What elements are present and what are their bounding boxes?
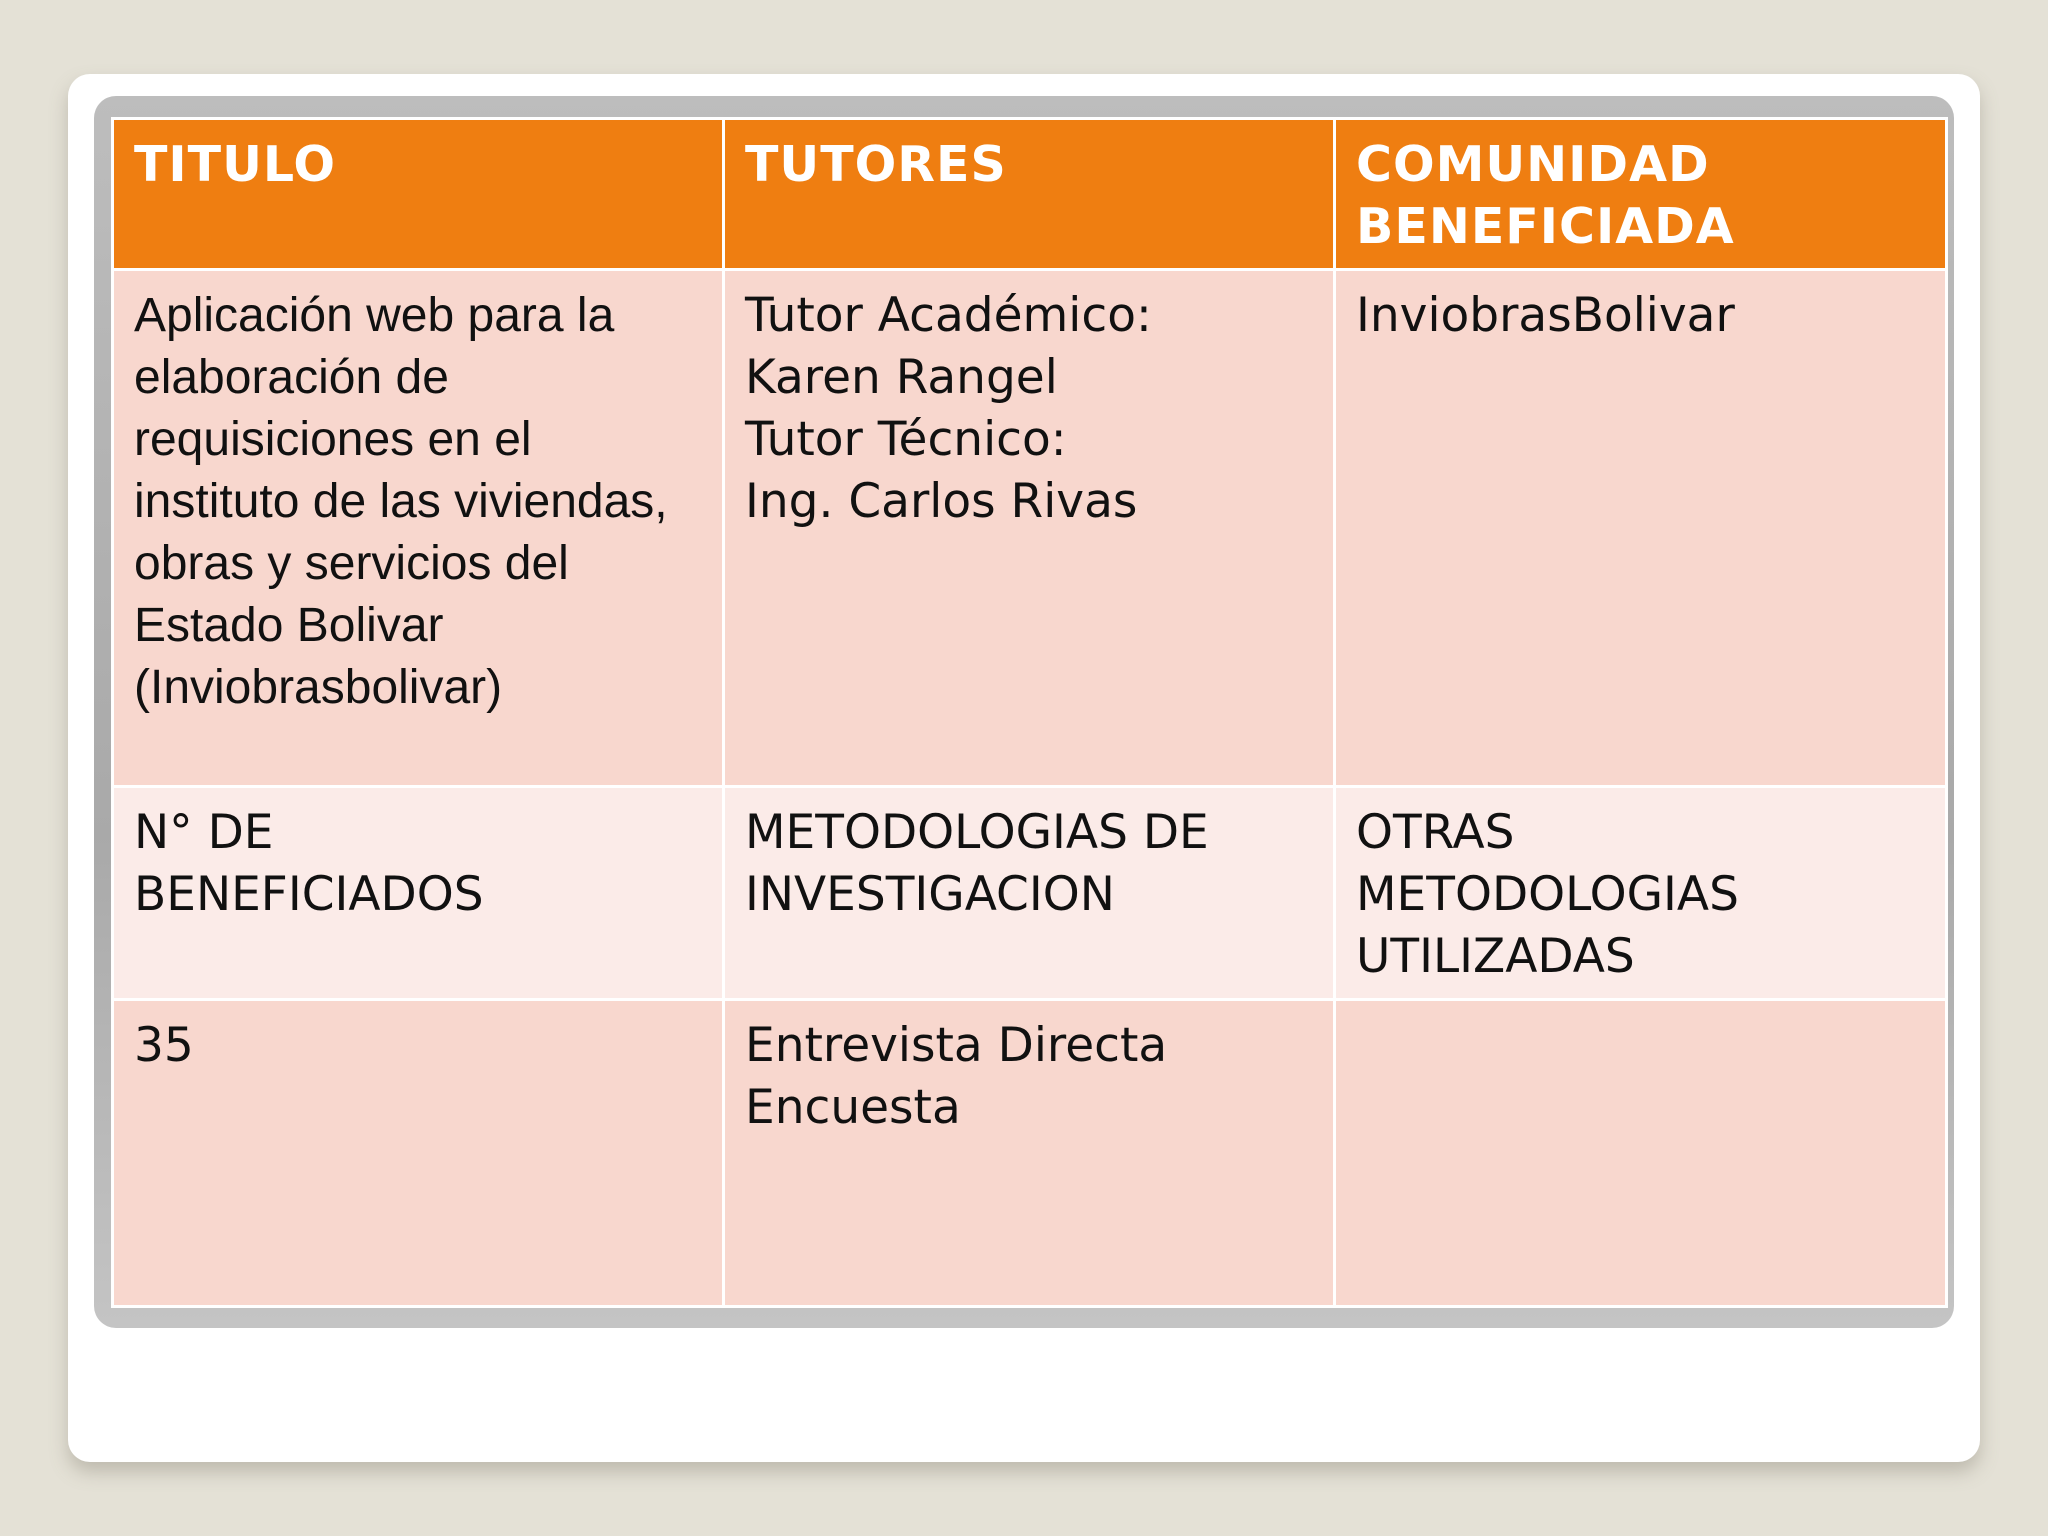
cell-otras-metodologias-value xyxy=(1335,1000,1947,1307)
cell-otras-metodologias-label: OTRAS METODOLOGIAS UTILIZADAS xyxy=(1335,787,1947,1000)
cell-metodologias-label: METODOLOGIAS DE INVESTIGACION xyxy=(724,787,1335,1000)
cell-tutores: Tutor Académico: Karen Rangel Tutor Técnico: Ing. Carlos Rivas xyxy=(724,270,1335,787)
cell-beneficiados-label: N° DE BENEFICIADOS xyxy=(113,787,724,1000)
info-table-container xyxy=(111,117,1945,1308)
cell-comunidad: InviobrasBolivar xyxy=(1335,270,1947,787)
table-row xyxy=(113,270,1947,787)
header-titulo: TITULO xyxy=(113,119,724,270)
header-tutores: TUTORES xyxy=(724,119,1335,270)
cell-beneficiados-value: 35 xyxy=(113,1000,724,1307)
info-table xyxy=(111,117,1948,1308)
cell-titulo: Aplicación web para la elaboración de requisiciones en el instituto de las viviendas, obras y servicios del Estado Bolivar (Inviobrasbolivar) xyxy=(113,270,724,787)
table-row xyxy=(113,787,1947,1000)
cell-metodologias-value: Entrevista Directa Encuesta xyxy=(724,1000,1335,1307)
header-row xyxy=(113,119,1947,270)
header-comunidad: COMUNIDAD BENEFICIADA xyxy=(1335,119,1947,270)
table-row xyxy=(113,1000,1947,1307)
